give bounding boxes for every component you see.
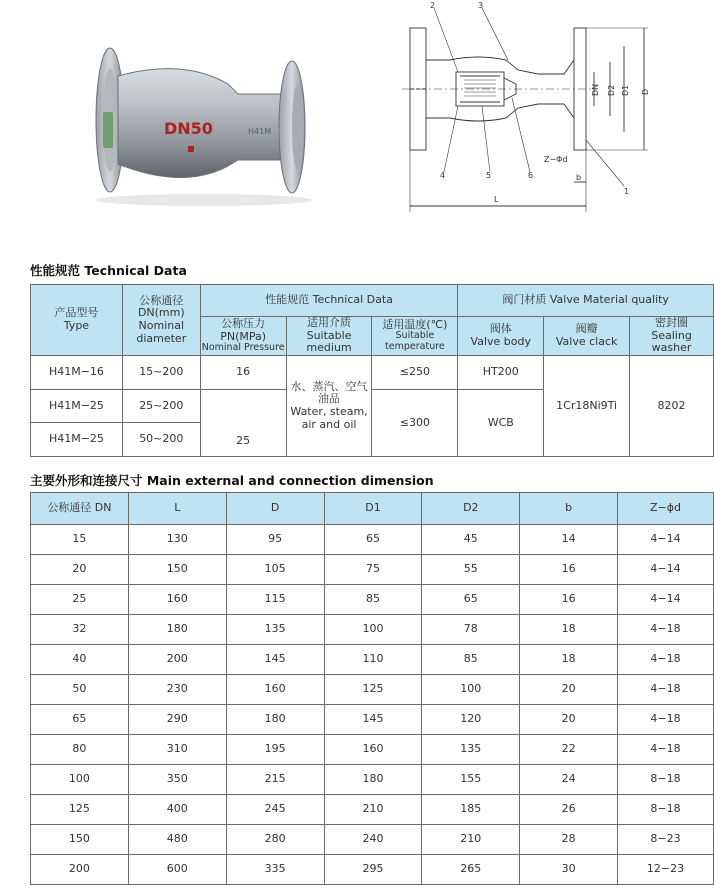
- d2-cell: 45: [422, 525, 520, 555]
- col-dn-header: 公称通径 DN: [31, 493, 129, 525]
- d2-cell: 65: [422, 585, 520, 615]
- d-cell: 335: [226, 855, 324, 885]
- d1-cell: 100: [324, 615, 422, 645]
- dn-cell: 50: [31, 675, 129, 705]
- l-cell: 600: [128, 855, 226, 885]
- type-cell: H41M−25: [31, 389, 123, 422]
- z-phi-d-cell: 4−18: [618, 705, 714, 735]
- table-row: [31, 585, 714, 615]
- l-cell: 200: [128, 645, 226, 675]
- col-z-phi-d-header: Z−ϕd: [618, 493, 714, 525]
- col-type-header: 产品型号 Type: [31, 285, 123, 356]
- col-medium-header: 适用介质 Suitable medium: [286, 317, 372, 356]
- d-cell: 180: [226, 705, 324, 735]
- b-cell: 24: [520, 765, 618, 795]
- z-phi-d-cell: 12−23: [618, 855, 714, 885]
- casting-side-mark: H41M: [248, 127, 272, 136]
- dn-cell: 15: [31, 525, 129, 555]
- temp-cell: ≤300: [372, 389, 458, 456]
- l-cell: 350: [128, 765, 226, 795]
- d2-cell: 265: [422, 855, 520, 885]
- dn-cell: 32: [31, 615, 129, 645]
- table-row: [31, 825, 714, 855]
- type-cell: H41M−25: [31, 422, 123, 456]
- b-cell: 22: [520, 735, 618, 765]
- clack-cell: 1Cr18Ni9Ti: [544, 355, 630, 456]
- z-phi-d-cell: 4−14: [618, 555, 714, 585]
- col-clack-header: 阀瓣 Valve clack: [544, 317, 630, 356]
- b-cell: 16: [520, 555, 618, 585]
- dn-cell: 200: [31, 855, 129, 885]
- col-pn-header: 公称压力PN(MPa) Nominal Pressure: [200, 317, 286, 356]
- d2-cell: 85: [422, 645, 520, 675]
- table-row: [31, 675, 714, 705]
- l-cell: 150: [128, 555, 226, 585]
- z-phi-d-cell: 4−14: [618, 585, 714, 615]
- dim-dn: DN: [591, 83, 600, 96]
- b-cell: 30: [520, 855, 618, 885]
- table-row: [31, 705, 714, 735]
- seal-cell: 8202: [630, 355, 714, 456]
- temp-cell: ≤250: [372, 355, 458, 389]
- col-l-header: L: [128, 493, 226, 525]
- pn-cell: 25: [200, 389, 286, 456]
- dn-cell: 15~200: [122, 355, 200, 389]
- d1-cell: 145: [324, 705, 422, 735]
- col-temp-header: 适用温度(℃) Suitable temperature: [372, 317, 458, 356]
- table-row: [31, 555, 714, 585]
- l-cell: 310: [128, 735, 226, 765]
- d-cell: 145: [226, 645, 324, 675]
- d-cell: 115: [226, 585, 324, 615]
- col-dn-header: 公称通径 DN(mm) Nominal diameter: [122, 285, 200, 356]
- d1-cell: 240: [324, 825, 422, 855]
- table-row: [31, 615, 714, 645]
- dimension-table: [30, 492, 714, 885]
- pn-cell: 16: [200, 355, 286, 389]
- tech-data-table: [30, 284, 714, 457]
- group-material-quality: 阀门材质 Valve Material quality: [458, 285, 714, 317]
- z-phi-d-cell: 8−18: [618, 795, 714, 825]
- dn-cell: 50~200: [122, 422, 200, 456]
- col-b-header: b: [520, 493, 618, 525]
- callout-3: 3: [478, 1, 484, 10]
- d-cell: 135: [226, 615, 324, 645]
- d1-cell: 295: [324, 855, 422, 885]
- table-row: [31, 525, 714, 555]
- d2-cell: 78: [422, 615, 520, 645]
- l-cell: 230: [128, 675, 226, 705]
- tech-data-title: 性能规范 Technical Data: [30, 263, 187, 278]
- dn-cell: 25: [31, 585, 129, 615]
- d-cell: 160: [226, 675, 324, 705]
- dimension-title: 主要外形和连接尺寸 Main external and connection dimension: [30, 473, 434, 488]
- dn-cell: 65: [31, 705, 129, 735]
- z-phi-d-cell: 8−18: [618, 765, 714, 795]
- casting-dn-mark: DN50: [164, 119, 213, 138]
- table-row: [31, 765, 714, 795]
- dim-d1: D1: [621, 84, 630, 96]
- dn-cell: 125: [31, 795, 129, 825]
- l-cell: 480: [128, 825, 226, 855]
- d-cell: 215: [226, 765, 324, 795]
- table-row: [31, 735, 714, 765]
- b-cell: 26: [520, 795, 618, 825]
- d2-cell: 210: [422, 825, 520, 855]
- b-cell: 16: [520, 585, 618, 615]
- callout-6: 6: [528, 171, 534, 180]
- dn-cell: 40: [31, 645, 129, 675]
- dn-cell: 150: [31, 825, 129, 855]
- dim-l: L: [494, 195, 499, 204]
- d-cell: 105: [226, 555, 324, 585]
- d2-cell: 155: [422, 765, 520, 795]
- body-cell: WCB: [458, 389, 544, 456]
- valve-section-drawing: [398, 0, 708, 222]
- col-d1-header: D1: [324, 493, 422, 525]
- medium-cell: 水、蒸汽、空气油品 Water, steam, air and oil: [286, 355, 372, 456]
- dim-b: b: [576, 173, 582, 182]
- l-cell: 180: [128, 615, 226, 645]
- callout-4: 4: [440, 171, 446, 180]
- dn-cell: 100: [31, 765, 129, 795]
- z-phi-d-cell: 4−18: [618, 615, 714, 645]
- group-technical-data: 性能规范 Technical Data: [200, 285, 458, 317]
- d2-cell: 185: [422, 795, 520, 825]
- d1-cell: 65: [324, 525, 422, 555]
- col-seal-header: 密封圈 Sealing washer: [630, 317, 714, 356]
- b-cell: 20: [520, 675, 618, 705]
- d1-cell: 85: [324, 585, 422, 615]
- l-cell: 290: [128, 705, 226, 735]
- d-cell: 195: [226, 735, 324, 765]
- dim-d2: D2: [607, 84, 616, 96]
- z-phi-d-cell: 4−14: [618, 525, 714, 555]
- z-phi-d-cell: 4−18: [618, 735, 714, 765]
- l-cell: 400: [128, 795, 226, 825]
- dn-cell: 25~200: [122, 389, 200, 422]
- dim-z-phi-d: Z−Φd: [544, 155, 568, 164]
- z-phi-d-cell: 8−23: [618, 825, 714, 855]
- table-row: [31, 645, 714, 675]
- callout-2: 2: [430, 1, 436, 10]
- table-row: [31, 795, 714, 825]
- b-cell: 14: [520, 525, 618, 555]
- callout-1: 1: [624, 187, 630, 196]
- b-cell: 20: [520, 705, 618, 735]
- col-body-header: 阀体 Valve body: [458, 317, 544, 356]
- dn-cell: 20: [31, 555, 129, 585]
- d1-cell: 160: [324, 735, 422, 765]
- b-cell: 18: [520, 645, 618, 675]
- d-cell: 245: [226, 795, 324, 825]
- d1-cell: 125: [324, 675, 422, 705]
- b-cell: 28: [520, 825, 618, 855]
- d-cell: 280: [226, 825, 324, 855]
- d1-cell: 210: [324, 795, 422, 825]
- type-cell: H41M−16: [31, 355, 123, 389]
- table-row: [31, 855, 714, 885]
- d2-cell: 135: [422, 735, 520, 765]
- l-cell: 130: [128, 525, 226, 555]
- d2-cell: 120: [422, 705, 520, 735]
- d1-cell: 75: [324, 555, 422, 585]
- callout-5: 5: [486, 171, 492, 180]
- col-d2-header: D2: [422, 493, 520, 525]
- b-cell: 18: [520, 615, 618, 645]
- table-row: [31, 355, 714, 389]
- z-phi-d-cell: 4−18: [618, 675, 714, 705]
- d1-cell: 110: [324, 645, 422, 675]
- d-cell: 95: [226, 525, 324, 555]
- col-d-header: D: [226, 493, 324, 525]
- dim-d: D: [641, 88, 650, 95]
- l-cell: 160: [128, 585, 226, 615]
- d1-cell: 180: [324, 765, 422, 795]
- d2-cell: 100: [422, 675, 520, 705]
- dn-cell: 80: [31, 735, 129, 765]
- z-phi-d-cell: 4−18: [618, 645, 714, 675]
- d2-cell: 55: [422, 555, 520, 585]
- body-cell: HT200: [458, 355, 544, 389]
- valve-photo: [88, 30, 320, 208]
